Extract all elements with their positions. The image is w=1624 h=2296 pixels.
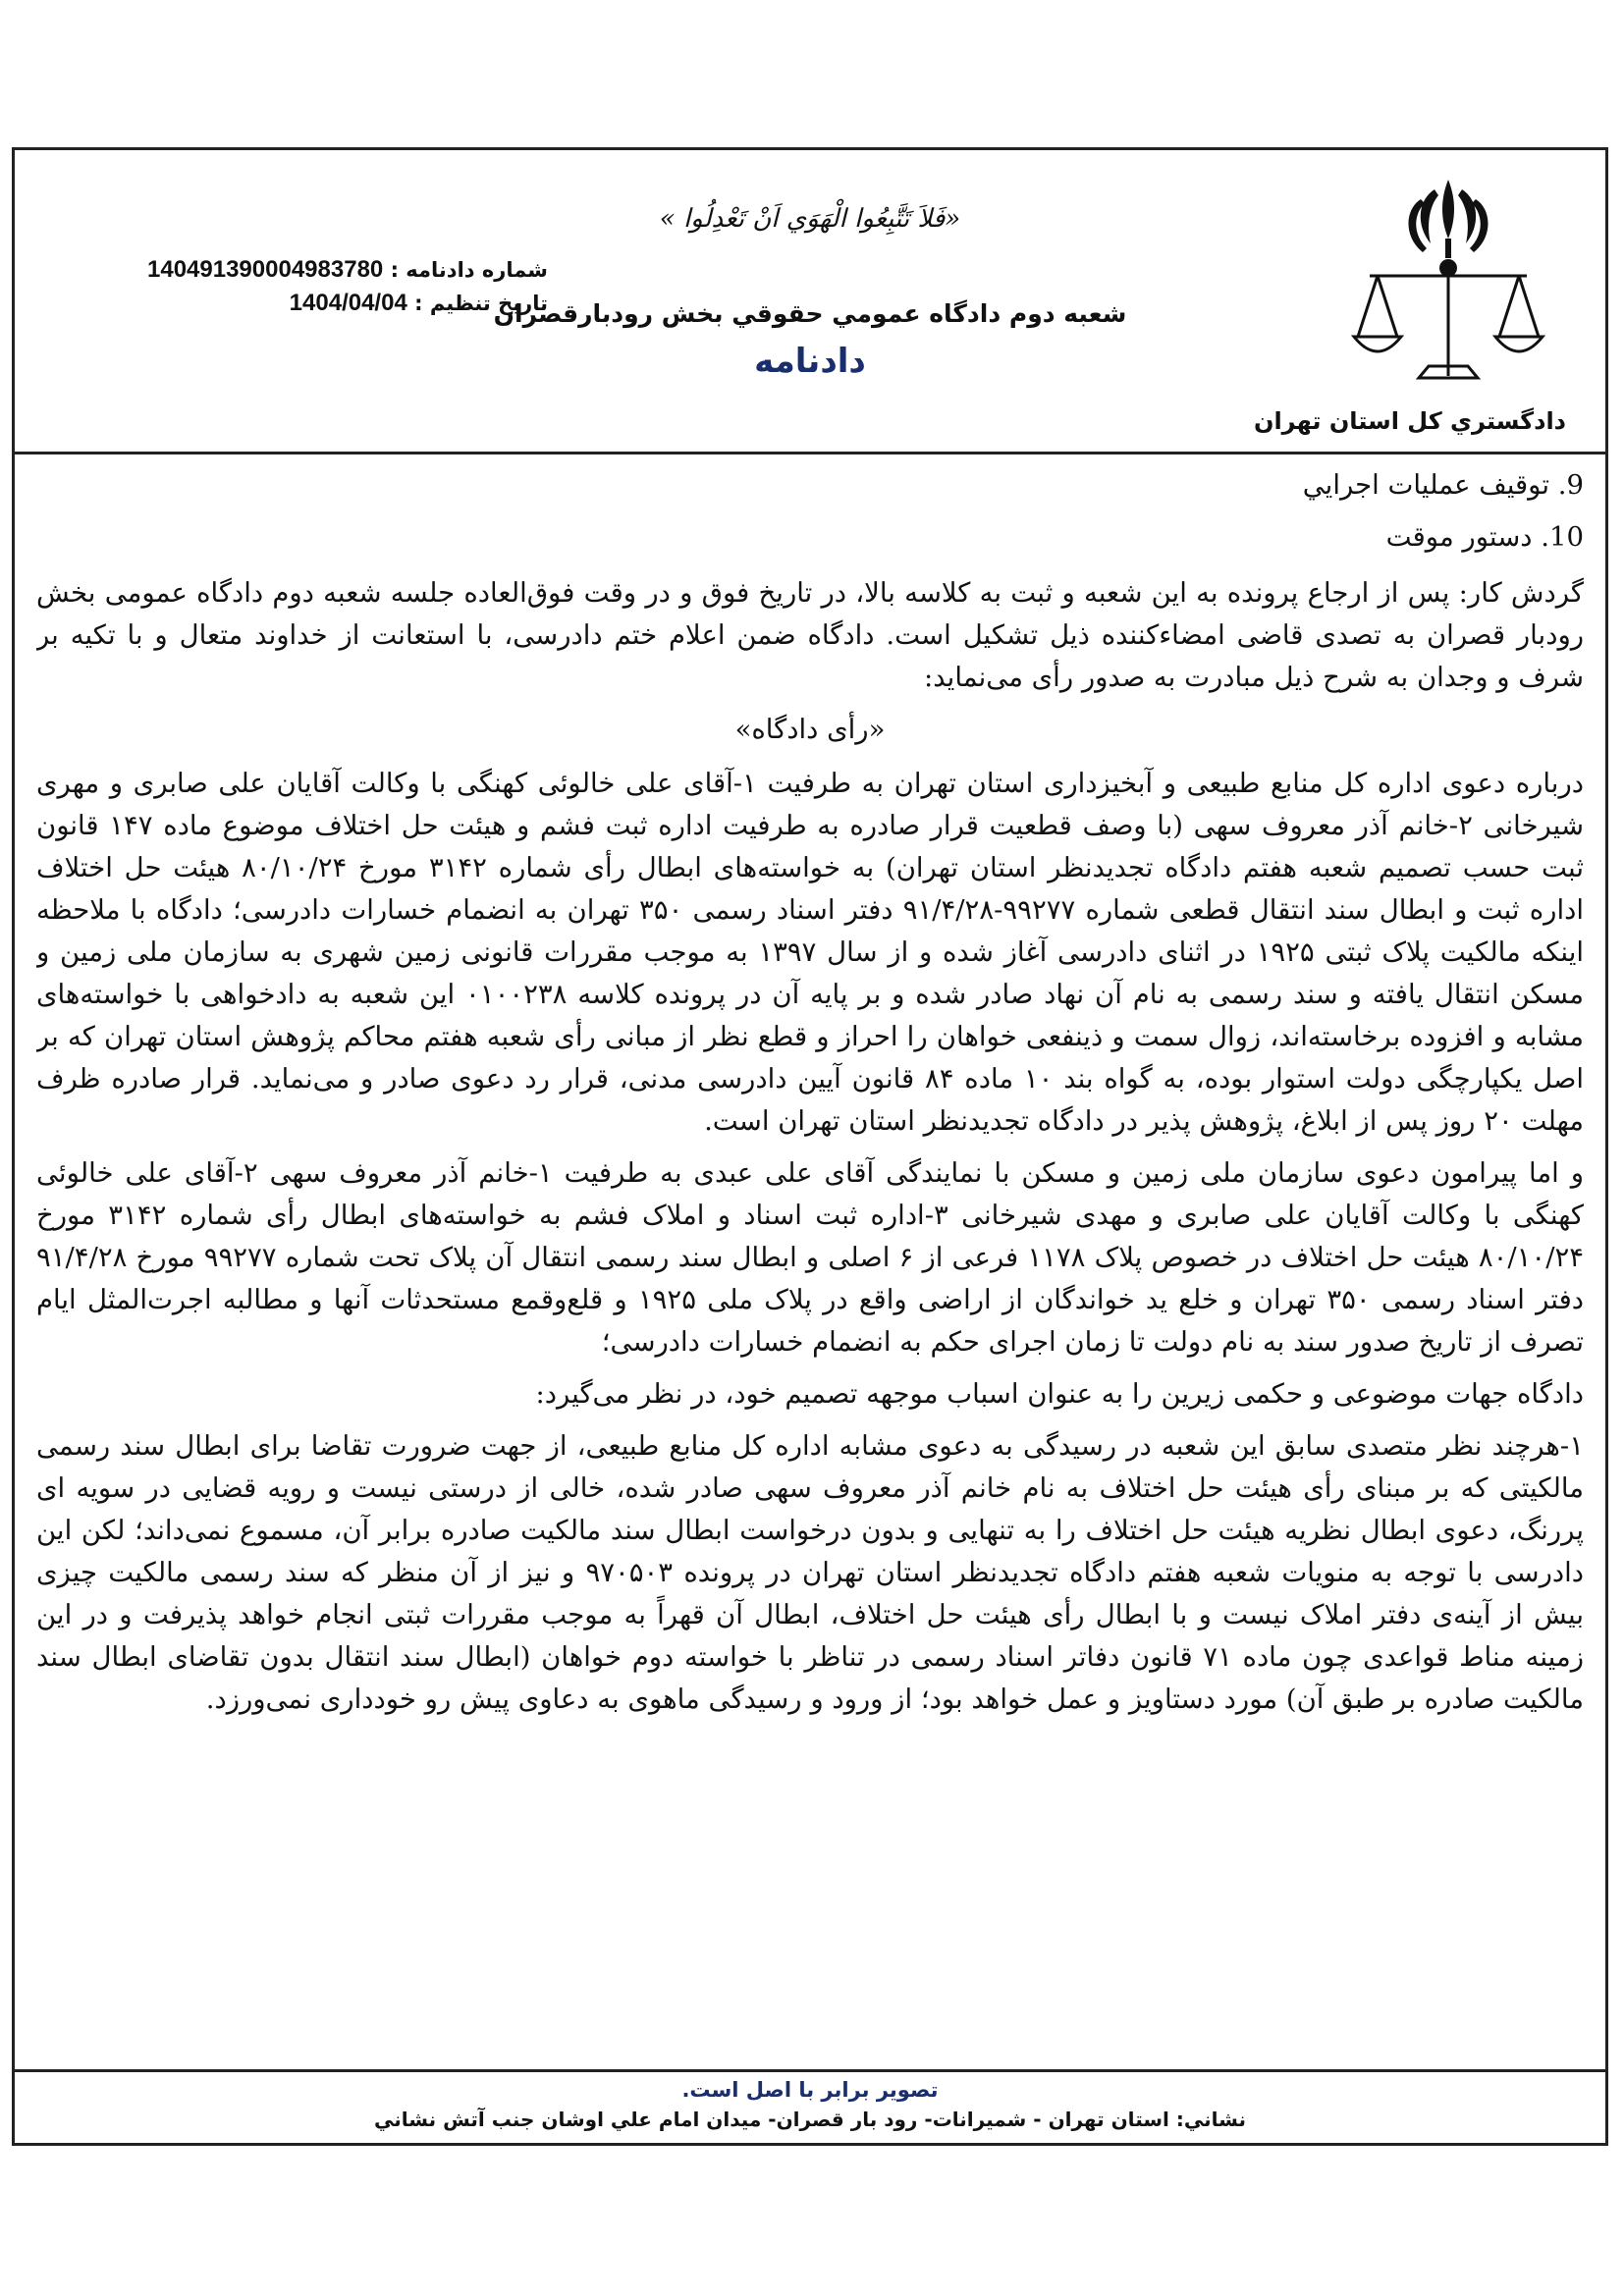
certification-note: تصوير برابر با اصل است. [681, 2078, 939, 2102]
case-number-row [147, 253, 548, 287]
verdict-heading: «رأی دادگاه» [734, 714, 886, 745]
date-value: 1404/04/04 [289, 290, 407, 316]
paragraph-proceedings: گردش کار: پس از ارجاع پرونده به این شعبه و ثبت به کلاسه بالا، در تاریخ فوق و در وقت فوق‌العاده جلسه شعبه دوم دادگاه عمومی بخش رودبار قصران به تصدی قاضی امضاءکننده ذیل تشکیل است. دادگاه ضمن اعلام ختم دادرسی، با استعانت از خداوند متعال و با تکیه بر شرف و وجدان به شرح ذیل مبادرت به صدور رأی می‌نماید: [36, 577, 1584, 693]
paragraph-first-claim: درباره دعوی اداره کل منابع طبیعی و آبخیزداری استان تهران به طرفیت ۱-آقای علی خالوئی کهنگی با وکالت آقایان علی صابری و مهری شیرخانی ۲-خانم آذر معروف سهی (با وصف قطعیت قرار صادره به طرفیت اداره ثبت فشم و هیئت حل اختلاف موضوع ماده ۱۴۷ قانون ثبت حسب تصمیم شعبه هفتم دادگاه تجدیدنظر استان تهران) به خواسته‌های ابطال رأی شماره ۳۱۴۲ مورخ ۸۰/۱۰/۲۴ هیئت حل اختلاف اداره ثبت و ابطال سند انتقال قطعی شماره ۹۹۲۷۷-۹۱/۴/۲۸ دفتر اسناد رسمی ۳۵۰ تهران به انضمام خسارات دادرسی؛ دادگاه با ملاحظه اینکه مالکیت پلاک ثبتی ۱۹۲۵ در اثنای دادرسی آغاز شده و از سال ۱۳۹۷ به موجب مقررات قانونی زمین شهری به سازمان ملی زمین و مسکن انتقال یافته و سند رسمی به نام آن نهاد صادر شده و بر پایه آن در پرونده کلاسه ۰۱۰۰۲۳۸ این شعبه به دادخواهی با خواسته‌های مشابه و افزوده برخاسته‌اند، زوال سمت و ذینفعی خواهان را احراز و قطع نظر از مبانی رأی شعبه هفتم محاکم پژوهش استان تهران که بر اصل یکپارچگی دولت استوار بوده، به گواه بند ۱۰ ماده ۸۴ قانون آیین دادرسی مدنی، قرار رد دعوی صادر و می‌نماید. قرار صادره ظرف مهلت ۲۰ روز پس از ابلاغ، پژوهش پذیر در دادگاه تجدیدنظر استان تهران است. [36, 768, 1584, 1137]
document-frame [12, 147, 1608, 2146]
organization-name: دادگستري كل استان تهران [1253, 407, 1566, 435]
document-body [36, 464, 1584, 2068]
document-header [15, 150, 1605, 454]
case-number-label: شماره دادنامه : [390, 258, 548, 282]
list-item: 9. توقیف عملیات اجرایي [1302, 469, 1584, 501]
list-item: 10. دستور موقت [1385, 521, 1584, 553]
paragraph-ground-one: ۱-هرچند نظر متصدی سابق این شعبه در رسیدگی به دعوی مشابه اداره کل منابع طبیعی، از جهت ضرورت تقاضا برای ابطال سند رسمی مالکیتی که بر مبنای رأی هیئت حل اختلاف به نام خانم آذر معروف سهی صادر شده، خالی از درستی نیست و رویه قضایی در سویه ای پررنگ، دعوی ابطال نظریه هیئت حل اختلاف را به تنهایی و بدون درخواست ابطال سند مالکیت صادره برابر آن، مسموع نمی‌داند؛ لکن این دادرسی با توجه به منویات شعبه هفتم دادگاه تجدیدنظر استان تهران در پرونده ۹۷۰۵۰۳ و نیز از آن منظر که سند رسمی مالکیت چیزی بیش از آینه‌ی دفتر املاک نیست و با ابطال رأی هیئت حل اختلاف، ابطال آن قهراً به موجب مقررات ثبتی انجام خواهد پذیرفت و در این زمینه مناط قواعدی چون ماده ۷۱ قانون دفاتر اسناد رسمی در تناظر با خواسته دوم خواهان (ابطال سند انتقال بدون تقاضای ابطال سند مالکیت صادره بر طبق آن) مورد دستاویز و عمل خواهد بود؛ از ورود و رسیدگی ماهوی به دعاوی پیش رو خودداری نمی‌ورزد. [36, 1430, 1584, 1715]
court-address: نشاني: استان تهران - شميرانات- رود بار قصران- ميدان امام علي اوشان جنب آتش نشاني [374, 2108, 1246, 2131]
date-label: تاریخ تنظیم : [414, 292, 548, 315]
paragraph-second-claim: و اما پیرامون دعوی سازمان ملی زمین و مسکن با نمایندگی آقای علی عبدی به طرفیت ۱-خانم آذر معروف سهی ۲-آقای علی خالوئی کهنگی با وکالت آقایان علی صابری و مهدی شیرخانی ۳-اداره ثبت اسناد و املاک فشم به خواسته‌های ابطال رأی شماره ۳۱۴۲ مورخ ۸۰/۱۰/۲۴ هیئت حل اختلاف در خصوص پلاک ۱۱۷۸ فرعی از ۶ اصلی و ابطال سند رسمی انتقال آن پلاک تحت شماره ۹۹۲۷۷ مورخ ۹۱/۴/۲۸ دفتر اسناد رسمی ۳۵۰ تهران و خلع ید خواندگان از اراضی واقع در پلاک ملی ۱۹۲۵ و قلع‌وقمع مستحدثات آنها و مطالبه اجرت‌المثل ایام تصرف از تاریخ صدور سند به نام دولت تا زمان اجرای حکم به انضمام خسارات دادرسی؛ [36, 1157, 1584, 1358]
case-number: 140491390004983780 [147, 256, 384, 283]
court-branch: شعبه دوم دادگاه عمومي حقوقي بخش رودبارقصران [493, 299, 1127, 328]
document-title: دادنامه [754, 342, 866, 381]
header-quote: «فَلاَ تَتَّبِعُوا الْهَوَي اَنْ تَعْدِلُوا » [659, 204, 961, 234]
document-footer [15, 2069, 1605, 2143]
paragraph-grounds-intro: دادگاه جهات موضوعی و حکمی زیرین را به عنوان اسباب موجهه تصمیم خود، در نظر می‌گیرد: [535, 1378, 1584, 1410]
